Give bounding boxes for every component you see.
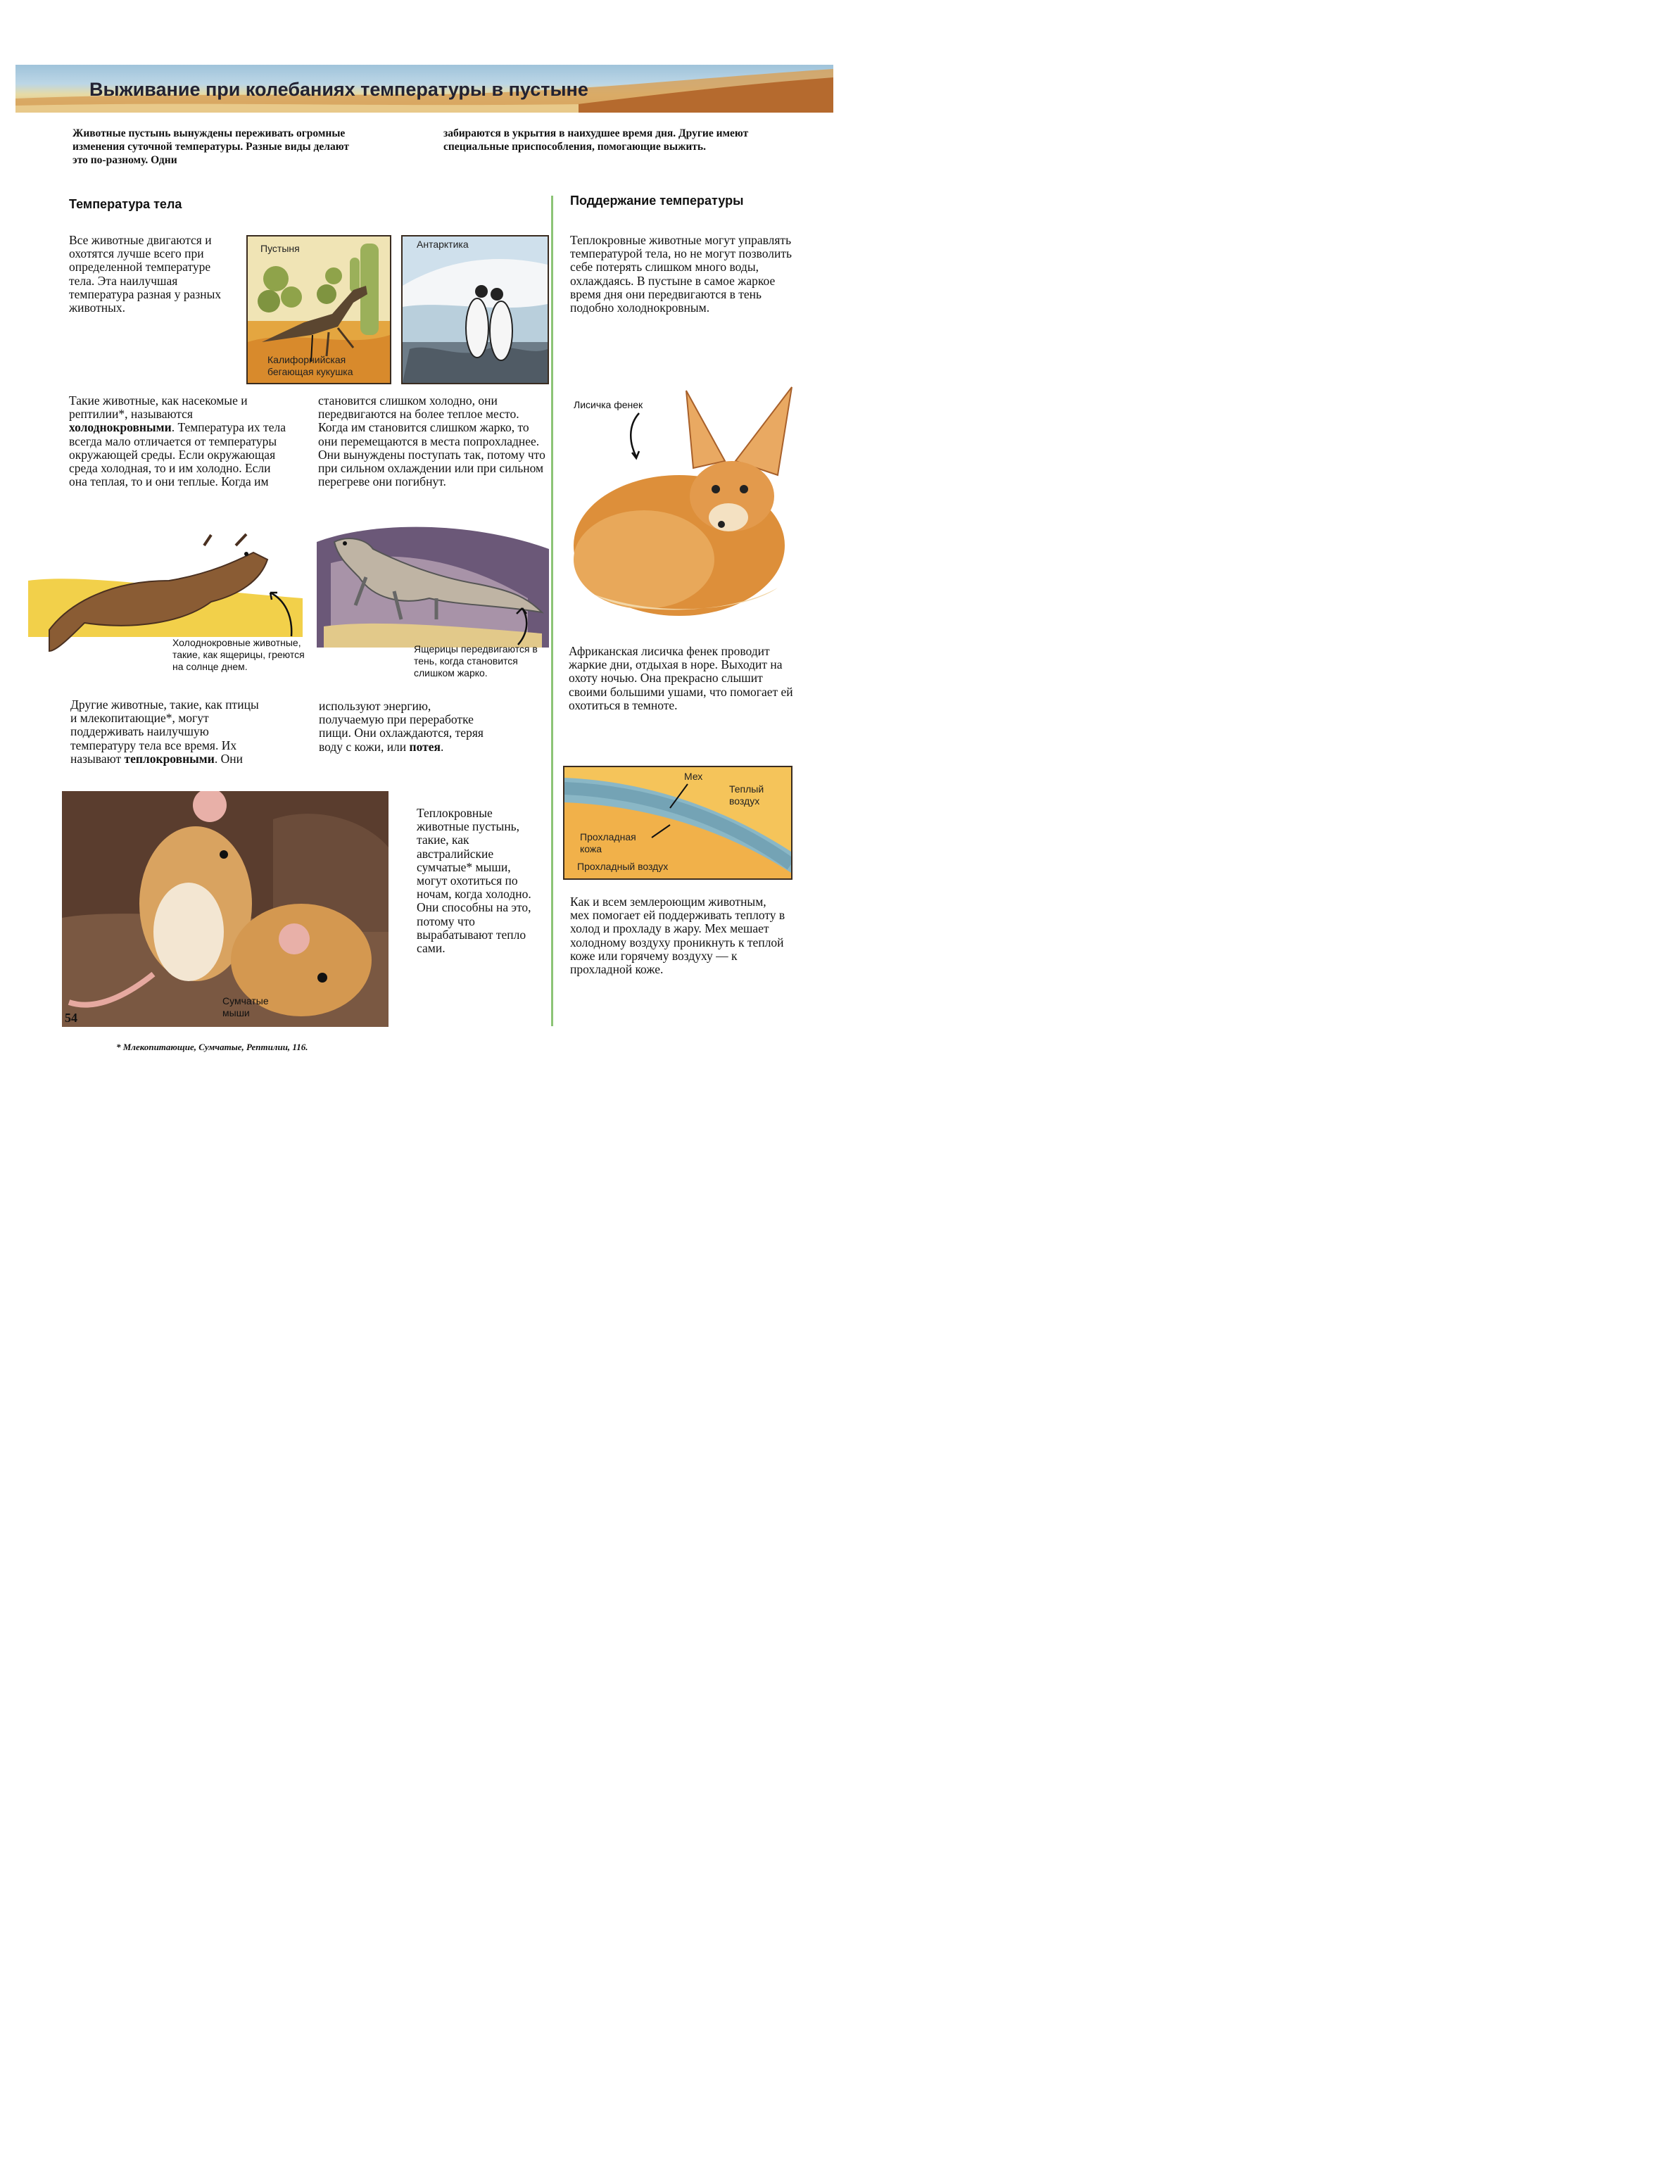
cool-air-label: Прохладный воздух <box>577 861 669 872</box>
warm-blooded-cont-a: используют энергию, получаемую при переработке пищи. Они охлаждаются, теряя воду с кожи, или <box>319 699 484 754</box>
warm-blooded-cont-b: . <box>440 739 444 754</box>
section-heading-maintain: Поддержание температуры <box>570 194 744 208</box>
title-banner <box>15 65 833 113</box>
fennec-text: Африканская лисичка фенек проводит жаркие дни, отдыхая в норе. Выходит на охоту ночью. Она прекрасно слышит своими большими ушами, что помогает ей охотиться в темноте. <box>569 644 793 712</box>
warm-blooded-text-b: . Они <box>214 751 243 766</box>
cold-blooded-text-a: Такие животные, как насекомые и рептилии*, называются <box>69 393 248 422</box>
intro-right: забираются в укрытия в наихудшее время дня. Другие имеют специальные приспособления, помогающие выжить. <box>443 127 749 153</box>
all-animals-text: Все животные двигаются и охотятся лучше всего при определенной температуре тела. Эта наилучшая температура разная у разных животных. <box>69 233 222 315</box>
warm-blooded-text-a: Другие животные, такие, как птицы и млекопитающие*, могут поддерживать наилучшую температуру тела все время. Их называют <box>70 698 259 766</box>
section-heading-body-temp: Температура тела <box>69 197 182 211</box>
lizard-shade-caption: Ящерицы передвигаются в тень, когда становится слишком жарко. <box>414 643 538 678</box>
desert-caption: Пустыня <box>260 243 300 254</box>
fennec-caption: Лисичка фенек <box>574 399 643 410</box>
penguins-picture <box>403 236 548 383</box>
warm-air-label-line1: Теплый <box>729 783 764 795</box>
curved-arrow-icon <box>514 605 535 648</box>
marsupial-mice-illustration <box>62 791 389 1027</box>
footnote: * Млекопитающие, Сумчатые, Рептилии, 116. <box>116 1042 308 1052</box>
column-divider <box>551 196 553 1026</box>
fur-diagram <box>563 766 792 880</box>
cold-blooded-text <box>69 394 287 488</box>
page-number: 54 <box>65 1011 77 1025</box>
page-title: Выживание при колебаниях температуры в пустыне <box>89 79 588 100</box>
warm-blooded-continued-text <box>319 700 488 754</box>
cool-skin-label-line1: Прохладная <box>580 831 636 842</box>
mice-caption-text: Сумчатые мыши <box>222 995 269 1018</box>
marsupial-text: Теплокровные животные пустынь, такие, как австралийские сумчатые* мыши, могут охотиться по ночам, когда холодно. Они способны на это, потому что вырабатывают тепло сами. <box>417 806 531 956</box>
warm-blooded-term: теплокровными <box>124 751 215 766</box>
roadrunner-caption-line1: Калифорнийская <box>267 354 346 365</box>
fur-text: Как и всем землероющим животным, мех помогает ей поддерживать теплоту в холод и прохладу в жару. Мех мешает холодному воздуху проникнуть к теплой коже или горячему воздуху — к прохладной коже. <box>570 895 785 977</box>
mice-picture <box>62 791 389 1027</box>
fennec-fox-illustration <box>567 384 809 623</box>
fur-label: Мех <box>684 771 703 782</box>
warm-control-text: Теплокровные животные могут управлять температурой тела, но не могут позволить себе потерять слишком много воды, охлаждаясь. В пустыне в самое жаркое время дня они передвигаются в тень подобно холоднокровным. <box>570 233 792 315</box>
lizard-sun-caption: Холоднокровные животные, такие, как ящерицы, греются на солнце днем. <box>172 637 305 672</box>
warm-air-label-line2: воздух <box>729 795 760 807</box>
antarctic-caption: Антарктика <box>417 239 469 250</box>
curved-arrow-icon <box>267 590 296 639</box>
antarctic-illustration <box>401 235 549 384</box>
sweat-term: потея <box>409 739 441 754</box>
cold-blooded-continued-text: становится слишком холодно, они передвигаются на более теплое место. Когда им становится слишком жарко, то они перемещаются в места попрохладнее. Они вынуждены поступать так, потому что при сильном охлаждении или при сильном перегреве они погибнут. <box>318 393 545 489</box>
roadrunner-desert-picture <box>248 236 390 383</box>
warm-blooded-text <box>70 698 267 766</box>
cold-blooded-term: холоднокровными <box>69 420 172 435</box>
desert-illustration <box>246 235 391 384</box>
mice-caption <box>222 995 286 1019</box>
fur-cross-section-graphic <box>564 767 791 878</box>
cold-blooded-text-b: . Температура их тела всегда мало отличается от температуры окружающей среды. Если окружающая среда холодная, то и им холодно. Если она теплая, то и они теплые. Когда им <box>69 420 286 489</box>
intro-left: Животные пустынь вынуждены переживать огромные изменения суточной температуры. Разные виды делают это по-разному. Одни <box>72 127 349 166</box>
cool-skin-label-line2: кожа <box>580 843 602 854</box>
roadrunner-caption-line2: бегающая кукушка <box>267 366 353 377</box>
